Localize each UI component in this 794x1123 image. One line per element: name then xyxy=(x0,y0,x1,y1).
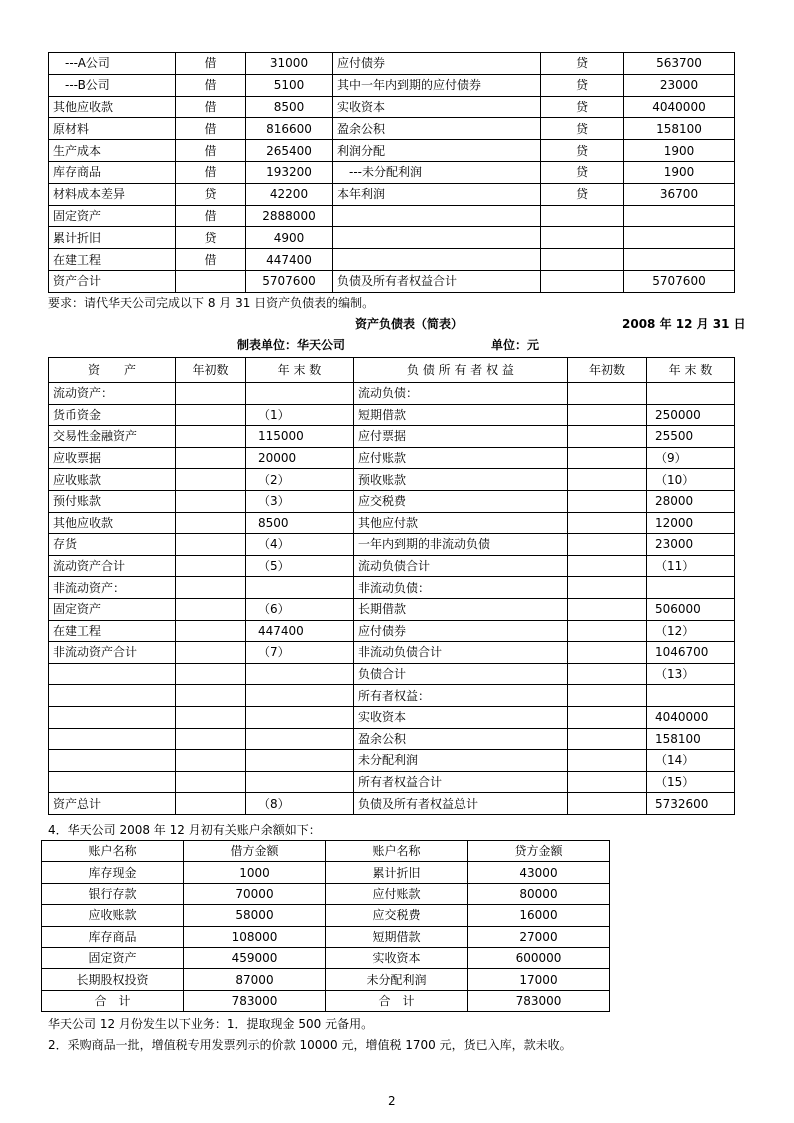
table-cell: 一年内到期的非流动负债 xyxy=(354,534,568,556)
table-row xyxy=(42,947,610,968)
table-cell: 应付账款 xyxy=(354,447,568,469)
table-cell xyxy=(246,728,354,750)
table-row xyxy=(42,862,610,883)
table-row xyxy=(49,490,735,512)
table-header-row xyxy=(42,841,610,862)
table-cell: 借 xyxy=(176,249,246,271)
table-cell: 实收资本 xyxy=(326,947,468,968)
table-cell xyxy=(49,663,176,685)
table-cell: 合 计 xyxy=(42,990,184,1011)
table-cell: （4） xyxy=(246,534,354,556)
table-cell xyxy=(176,270,246,292)
table-cell: 43000 xyxy=(468,862,610,883)
table-cell: 生产成本 xyxy=(49,140,176,162)
table-cell xyxy=(333,227,541,249)
table-cell: 1046700 xyxy=(647,642,735,664)
table-cell: 所有者权益合计 xyxy=(354,771,568,793)
table-cell: 1900 xyxy=(624,140,735,162)
column-header: 贷方金额 xyxy=(468,841,610,862)
business-line-2: 2．采购商品一批，增值税专用发票列示的价款 10000 元，增值税 1700 元，货已入库，款未收。 xyxy=(48,1038,572,1052)
table-cell: （7） xyxy=(246,642,354,664)
table-cell: 250000 xyxy=(647,404,735,426)
table-row xyxy=(42,990,610,1011)
table-cell xyxy=(176,490,246,512)
table-row xyxy=(49,469,735,491)
table-cell: 合 计 xyxy=(326,990,468,1011)
table-cell xyxy=(176,685,246,707)
table-cell: 银行存款 xyxy=(42,883,184,904)
table-cell: 流动负债合计 xyxy=(354,555,568,577)
table-cell xyxy=(246,750,354,772)
table-cell: 816600 xyxy=(246,118,333,140)
table-cell xyxy=(246,383,354,405)
table-cell: 应付票据 xyxy=(354,426,568,448)
table-row xyxy=(49,598,735,620)
table-cell xyxy=(49,706,176,728)
table-cell: 20000 xyxy=(246,447,354,469)
table-cell: 87000 xyxy=(184,969,326,990)
table-cell xyxy=(568,598,647,620)
table-cell xyxy=(176,771,246,793)
table-cell: 5707600 xyxy=(246,270,333,292)
table-row xyxy=(49,793,735,815)
reporting-unit: 制表单位：华天公司 xyxy=(237,338,346,352)
table-cell: 其他应付款 xyxy=(354,512,568,534)
table-cell xyxy=(176,793,246,815)
table-cell: 应收账款 xyxy=(42,905,184,926)
balance-sheet-date: 2008 年 12 月 31 日 xyxy=(622,317,746,331)
table-cell xyxy=(624,249,735,271)
table-cell: 贷 xyxy=(541,74,624,96)
table-cell xyxy=(176,728,246,750)
table-cell: 31000 xyxy=(246,53,333,75)
column-header: 年初数 xyxy=(568,358,647,383)
table-cell xyxy=(176,469,246,491)
table-cell: 借 xyxy=(176,205,246,227)
table-cell: 预付账款 xyxy=(49,490,176,512)
table-cell: 借 xyxy=(176,161,246,183)
table-row xyxy=(49,404,735,426)
table-cell xyxy=(176,620,246,642)
table-cell: 506000 xyxy=(647,598,735,620)
table-cell xyxy=(246,685,354,707)
table-cell: 12000 xyxy=(647,512,735,534)
table-cell: 长期借款 xyxy=(354,598,568,620)
table-row xyxy=(49,555,735,577)
table-cell: 贷 xyxy=(541,96,624,118)
table-cell xyxy=(568,383,647,405)
table-cell: 27000 xyxy=(468,926,610,947)
table-cell: 4040000 xyxy=(647,706,735,728)
table-cell: 盈余公积 xyxy=(333,118,541,140)
table-row xyxy=(49,118,735,140)
table-cell: 447400 xyxy=(246,620,354,642)
table-cell xyxy=(246,706,354,728)
table-header-row xyxy=(49,358,735,383)
balance-sheet-table xyxy=(48,357,735,815)
page-number: 2 xyxy=(388,1094,396,1108)
table-cell xyxy=(176,383,246,405)
table-row xyxy=(42,905,610,926)
table-cell: 193200 xyxy=(246,161,333,183)
table-cell: 447400 xyxy=(246,249,333,271)
balance-sheet-title: 资产负债表（简表） xyxy=(355,317,464,331)
business-line-1: 华天公司 12 月份发生以下业务：1．提取现金 500 元备用。 xyxy=(48,1017,374,1031)
table-cell: 流动资产合计 xyxy=(49,555,176,577)
table-cell xyxy=(568,750,647,772)
table-cell xyxy=(176,750,246,772)
table-cell: 应付账款 xyxy=(326,883,468,904)
table-cell: 贷 xyxy=(541,183,624,205)
table-cell xyxy=(568,512,647,534)
table-cell: 非流动负债合计 xyxy=(354,642,568,664)
table-cell: 783000 xyxy=(468,990,610,1011)
table-row xyxy=(49,140,735,162)
table-cell: 2888000 xyxy=(246,205,333,227)
table-cell: 4040000 xyxy=(624,96,735,118)
table-cell: 交易性金融资产 xyxy=(49,426,176,448)
table-cell: 600000 xyxy=(468,947,610,968)
table-row xyxy=(49,227,735,249)
table-row xyxy=(49,74,735,96)
table-cell: 8500 xyxy=(246,96,333,118)
table-cell xyxy=(176,598,246,620)
table-cell: 贷 xyxy=(176,183,246,205)
table-cell: 贷 xyxy=(176,227,246,249)
table-cell: 固定资产 xyxy=(42,947,184,968)
column-header: 账户名称 xyxy=(326,841,468,862)
table-cell: 28000 xyxy=(647,490,735,512)
column-header: 资 产 xyxy=(49,358,176,383)
table-cell: 158100 xyxy=(624,118,735,140)
table-cell: （10） xyxy=(647,469,735,491)
table-cell: 应付债券 xyxy=(333,53,541,75)
table-cell: （12） xyxy=(647,620,735,642)
table-cell: 非流动负债： xyxy=(354,577,568,599)
table-cell: 短期借款 xyxy=(326,926,468,947)
table-cell xyxy=(568,426,647,448)
table-cell: 借 xyxy=(176,96,246,118)
table-cell: 58000 xyxy=(184,905,326,926)
table-cell: 8500 xyxy=(246,512,354,534)
table-cell xyxy=(176,404,246,426)
table-row xyxy=(49,426,735,448)
table-cell: 实收资本 xyxy=(354,706,568,728)
table-cell xyxy=(176,512,246,534)
table-cell: 库存商品 xyxy=(42,926,184,947)
table-cell: 负债合计 xyxy=(354,663,568,685)
table-cell: 25500 xyxy=(647,426,735,448)
table-cell: 资产合计 xyxy=(49,270,176,292)
table-cell: 流动资产： xyxy=(49,383,176,405)
table-cell: 贷 xyxy=(541,161,624,183)
table-cell xyxy=(568,620,647,642)
table-cell: 原材料 xyxy=(49,118,176,140)
table-row xyxy=(49,53,735,75)
table-cell xyxy=(568,793,647,815)
table-cell: 所有者权益： xyxy=(354,685,568,707)
table-cell xyxy=(49,750,176,772)
table-cell: 5732600 xyxy=(647,793,735,815)
table-cell xyxy=(176,426,246,448)
table-cell: 应付债券 xyxy=(354,620,568,642)
table-cell: 借 xyxy=(176,118,246,140)
table-cell: 17000 xyxy=(468,969,610,990)
table-cell: 563700 xyxy=(624,53,735,75)
table-cell: 其他应收款 xyxy=(49,96,176,118)
table-cell: 36700 xyxy=(624,183,735,205)
column-header: 年初数 xyxy=(176,358,246,383)
table-cell: 在建工程 xyxy=(49,249,176,271)
table-cell: 非流动资产： xyxy=(49,577,176,599)
requirement-text: 要求：请代华天公司完成以下 8 月 31 日资产负债表的编制。 xyxy=(48,296,375,310)
table-cell xyxy=(246,771,354,793)
table-cell: ---未分配利润 xyxy=(333,161,541,183)
table-cell xyxy=(176,706,246,728)
table-cell: 应交税费 xyxy=(326,905,468,926)
table-cell: 固定资产 xyxy=(49,598,176,620)
table-cell xyxy=(568,534,647,556)
table-row xyxy=(49,249,735,271)
column-header: 借方金额 xyxy=(184,841,326,862)
table-cell xyxy=(176,447,246,469)
table-cell: 未分配利润 xyxy=(326,969,468,990)
table-cell xyxy=(541,249,624,271)
table-cell: 库存商品 xyxy=(49,161,176,183)
table-cell: （9） xyxy=(647,447,735,469)
table-cell: 其他应收款 xyxy=(49,512,176,534)
table-cell: 108000 xyxy=(184,926,326,947)
table-row xyxy=(49,96,735,118)
table-cell: （2） xyxy=(246,469,354,491)
table-cell: 16000 xyxy=(468,905,610,926)
table-cell xyxy=(49,685,176,707)
account-balance-table-continued xyxy=(48,52,735,293)
table-row xyxy=(49,183,735,205)
table-cell xyxy=(246,577,354,599)
table-cell xyxy=(176,663,246,685)
table-cell xyxy=(568,663,647,685)
table-cell: 贷 xyxy=(541,53,624,75)
table-cell: 23000 xyxy=(624,74,735,96)
table-cell: 贷 xyxy=(541,140,624,162)
table-row xyxy=(49,577,735,599)
table-cell: ---B公司 xyxy=(49,74,176,96)
table-cell: 70000 xyxy=(184,883,326,904)
table-cell: 长期股权投资 xyxy=(42,969,184,990)
table-cell: 非流动资产合计 xyxy=(49,642,176,664)
table-cell: 应收账款 xyxy=(49,469,176,491)
table-cell: （3） xyxy=(246,490,354,512)
table-cell: 5100 xyxy=(246,74,333,96)
table-row xyxy=(42,926,610,947)
table-row xyxy=(49,270,735,292)
column-header: 年 末 数 xyxy=(647,358,735,383)
table-cell: 借 xyxy=(176,74,246,96)
table-cell: 本年利润 xyxy=(333,183,541,205)
table-cell: 158100 xyxy=(647,728,735,750)
table-cell xyxy=(568,447,647,469)
table-cell: 预收账款 xyxy=(354,469,568,491)
table-cell: 库存现金 xyxy=(42,862,184,883)
table-cell: 其中一年内到期的应付债券 xyxy=(333,74,541,96)
table-cell: （14） xyxy=(647,750,735,772)
table-row xyxy=(49,447,735,469)
table-cell xyxy=(568,771,647,793)
table-cell: 固定资产 xyxy=(49,205,176,227)
table-cell: 借 xyxy=(176,53,246,75)
table-cell: 42200 xyxy=(246,183,333,205)
table-cell: 1900 xyxy=(624,161,735,183)
table-cell: 783000 xyxy=(184,990,326,1011)
table-cell: 存货 xyxy=(49,534,176,556)
table-row xyxy=(49,642,735,664)
table-cell: 应交税费 xyxy=(354,490,568,512)
table-cell: 盈余公积 xyxy=(354,728,568,750)
table-cell: 1000 xyxy=(184,862,326,883)
table-row xyxy=(49,771,735,793)
table-cell: 5707600 xyxy=(624,270,735,292)
opening-balance-table xyxy=(41,840,610,1012)
table-cell: 材料成本差异 xyxy=(49,183,176,205)
table-cell xyxy=(568,404,647,426)
table-cell xyxy=(624,227,735,249)
table-cell xyxy=(568,577,647,599)
table-cell: （11） xyxy=(647,555,735,577)
table-cell xyxy=(568,555,647,577)
table-cell: （5） xyxy=(246,555,354,577)
table-row xyxy=(49,534,735,556)
table-row xyxy=(49,750,735,772)
table-cell: （6） xyxy=(246,598,354,620)
table-cell: 实收资本 xyxy=(333,96,541,118)
table-row xyxy=(49,728,735,750)
table-cell: 贷 xyxy=(541,118,624,140)
table-cell: 货币资金 xyxy=(49,404,176,426)
table-cell xyxy=(568,728,647,750)
column-header: 账户名称 xyxy=(42,841,184,862)
table-cell: 负债及所有者权益总计 xyxy=(354,793,568,815)
table-cell xyxy=(541,270,624,292)
table-cell: 流动负债： xyxy=(354,383,568,405)
table-row xyxy=(49,205,735,227)
table-cell xyxy=(176,534,246,556)
table-cell: 累计折旧 xyxy=(49,227,176,249)
table-cell: 265400 xyxy=(246,140,333,162)
table-cell xyxy=(647,685,735,707)
table-cell xyxy=(541,205,624,227)
table-cell: 利润分配 xyxy=(333,140,541,162)
table-cell xyxy=(176,555,246,577)
table-cell xyxy=(246,663,354,685)
table-cell: （8） xyxy=(246,793,354,815)
table-cell: 应收票据 xyxy=(49,447,176,469)
table-row xyxy=(49,383,735,405)
table-cell: 短期借款 xyxy=(354,404,568,426)
question-4-intro: 4．华天公司 2008 年 12 月初有关账户余额如下： xyxy=(48,823,321,837)
table-cell: 4900 xyxy=(246,227,333,249)
table-cell: 资产总计 xyxy=(49,793,176,815)
table-cell: 借 xyxy=(176,140,246,162)
column-header: 负 债 所 有 者 权 益 xyxy=(354,358,568,383)
table-cell xyxy=(49,771,176,793)
table-cell: （13） xyxy=(647,663,735,685)
table-cell: （1） xyxy=(246,404,354,426)
table-row xyxy=(49,685,735,707)
table-cell xyxy=(568,706,647,728)
table-cell: 23000 xyxy=(647,534,735,556)
table-cell: 80000 xyxy=(468,883,610,904)
table-cell: 累计折旧 xyxy=(326,862,468,883)
table-row xyxy=(49,161,735,183)
currency-unit: 单位：元 xyxy=(491,338,540,352)
table-cell xyxy=(568,469,647,491)
table-row xyxy=(49,663,735,685)
table-cell: 115000 xyxy=(246,426,354,448)
table-cell: 未分配利润 xyxy=(354,750,568,772)
table-row xyxy=(42,883,610,904)
table-row xyxy=(42,969,610,990)
table-row xyxy=(49,706,735,728)
table-cell: 459000 xyxy=(184,947,326,968)
table-cell xyxy=(541,227,624,249)
table-cell xyxy=(176,577,246,599)
table-cell xyxy=(49,728,176,750)
table-cell xyxy=(333,205,541,227)
table-row xyxy=(49,620,735,642)
table-cell xyxy=(647,577,735,599)
table-cell xyxy=(568,685,647,707)
table-cell xyxy=(568,490,647,512)
table-cell: ---A公司 xyxy=(49,53,176,75)
table-cell xyxy=(333,249,541,271)
table-cell xyxy=(624,205,735,227)
table-cell xyxy=(568,642,647,664)
table-cell: 在建工程 xyxy=(49,620,176,642)
table-cell xyxy=(176,642,246,664)
column-header: 年 末 数 xyxy=(246,358,354,383)
table-row xyxy=(49,512,735,534)
table-cell xyxy=(647,383,735,405)
table-cell: （15） xyxy=(647,771,735,793)
table-cell: 负债及所有者权益合计 xyxy=(333,270,541,292)
